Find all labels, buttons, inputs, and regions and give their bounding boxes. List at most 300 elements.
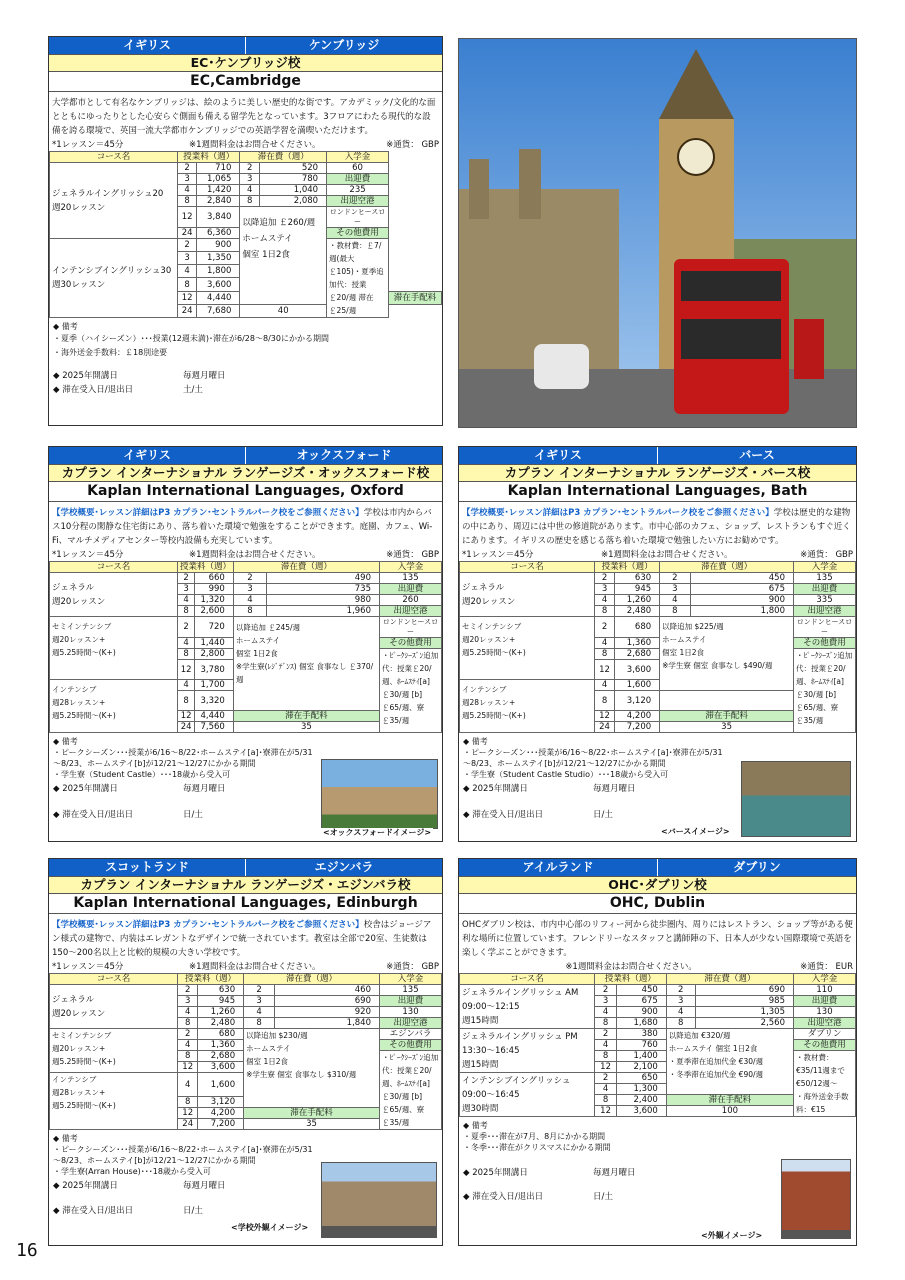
weeks: 12 (178, 660, 195, 680)
weeks: 8 (595, 691, 615, 711)
school-title-en: Kaplan International Languages, Oxford (49, 482, 442, 502)
th-tuition: 授業料（週） (595, 562, 660, 573)
stay-weeks: 3 (660, 584, 690, 595)
tuition: 990 (195, 584, 234, 595)
tuition: 630 (198, 985, 244, 996)
stay-weeks: 4 (233, 595, 266, 606)
tuition: 1,360 (615, 638, 660, 649)
course-name: セミインテンシブ 週20レッスン+ 週5.25時間～(K+) (460, 617, 595, 680)
weeks: 8 (178, 606, 195, 617)
city-label: オックスフォード (246, 447, 442, 464)
transfer-fee: 130 (794, 1007, 856, 1018)
lesson-note: *1レッスン＝45分 (52, 962, 124, 972)
airport-label: 出迎空港 (794, 606, 856, 617)
city-label: ケンブリッジ (246, 37, 442, 54)
stay-fee: 2,560 (695, 1018, 793, 1029)
weeks: 8 (178, 649, 195, 660)
stay-weeks: 3 (244, 996, 275, 1007)
currency-note: ※通貨： GBP (386, 140, 439, 150)
weeks: 12 (595, 1106, 617, 1117)
tuition: 7,560 (195, 722, 234, 733)
edinburgh-section (48, 858, 443, 1246)
desc-reference: 【学校概要･レッスン詳細はP3 カプラン･セントラルパーク校をご参照ください】 (52, 508, 364, 518)
other-fees: ・教材費：€35/11週まで €50/12週～ ・海外送金手数料：€15 (794, 1051, 856, 1117)
th-course: コース名 (460, 562, 595, 573)
stay-fee: 900 (690, 595, 793, 606)
stay-arrange-label: 滞在手配料 (233, 711, 379, 722)
tuition: 1,350 (197, 252, 240, 265)
tuition: 1,260 (615, 595, 660, 606)
tuition: 630 (615, 573, 660, 584)
weeks: 8 (178, 196, 197, 207)
course-name: セミインテンシブ 週20レッスン+ 週5.25時間～(K+) (50, 617, 178, 680)
start-value: 毎週月曜日 (593, 1168, 636, 1178)
image-caption: <オックスフォードイメージ> (323, 828, 432, 837)
weeks: 4 (595, 638, 615, 649)
weeks: 12 (178, 1062, 198, 1073)
stay-weeks: 2 (240, 163, 260, 174)
start-label: ◆ 2025年開講日 (53, 784, 118, 794)
desc-reference: 【学校概要･レッスン詳細はP3 カプラン･セントラルパーク校をご参照ください】 (52, 920, 364, 930)
weeks: 4 (178, 638, 195, 649)
stay-weeks: 3 (233, 584, 266, 595)
notes-block (49, 318, 442, 363)
tuition: 900 (197, 239, 240, 252)
inout-label: ◆ 滞在受入日/退出日 (463, 1192, 544, 1202)
notes-text: ・夏季（ハイシーズン）･･･授業(12週未満)･滞在が6/28～8/30にかかる期間 ・海外送金手数料：￡18別途要 (53, 334, 329, 357)
weeks: 8 (178, 1051, 198, 1062)
airport-label: 出迎空港 (794, 1018, 856, 1029)
entry-fee: 110 (794, 985, 856, 996)
weeks: 4 (178, 1040, 198, 1051)
tuition: 3,120 (198, 1097, 244, 1108)
tuition: 710 (197, 163, 240, 174)
desc-text: 学校は市内からバス10分程の閑静な住宅街にあり、落ち着いた環境で勉強をすることができます。庭園、カフェ、Wi-Fi、マルチメディアセンター等校内設備も充実しています。 (52, 508, 433, 546)
weeks: 8 (178, 691, 195, 711)
weeks: 8 (595, 649, 615, 660)
notes-heading: ◆ 備考 (53, 322, 78, 331)
tuition: 3,600 (615, 660, 660, 680)
weeks: 4 (178, 1007, 198, 1018)
tuition: 680 (615, 617, 660, 638)
tuition: 2,600 (195, 606, 234, 617)
entry-fee: 135 (380, 573, 442, 584)
inout-value: 日/土 (183, 1206, 203, 1216)
currency-note: ※通貨： GBP (800, 550, 853, 560)
tuition: 650 (617, 1073, 667, 1084)
weeks: 8 (178, 1018, 198, 1029)
weeks: 2 (595, 1029, 617, 1040)
stay-weeks: 4 (244, 1007, 275, 1018)
weeks: 24 (178, 228, 197, 239)
lesson-note: *1レッスン＝45分 (462, 550, 534, 560)
inout-value: 日/土 (593, 810, 613, 820)
tuition: 7,680 (197, 304, 240, 317)
start-label: ◆ 2025年開講日 (53, 371, 118, 381)
tuition: 3,320 (195, 691, 234, 711)
weeks: 4 (178, 185, 197, 196)
tuition: 7,200 (615, 722, 660, 733)
tuition: 2,840 (197, 196, 240, 207)
tuition: 4,200 (615, 711, 660, 722)
stay-weeks: 2 (666, 985, 695, 996)
tuition: 380 (617, 1029, 667, 1040)
stay-weeks: 4 (666, 1007, 695, 1018)
school-title-en: Kaplan International Languages, Edinburgh (49, 894, 442, 914)
weeks: 3 (595, 584, 615, 595)
london-photo (458, 38, 857, 428)
weeks: 2 (595, 1073, 617, 1084)
transfer-label: 出迎費 (380, 996, 442, 1007)
stay-arrange-fee: 35 (244, 1119, 380, 1130)
stay-fee: 450 (690, 573, 793, 584)
tuition: 1,440 (195, 638, 234, 649)
school-description: OHCダブリン校は、市内中心部のリフィー河から徒歩圏内、周りにはレストラン、ショップ等がある便利な場所に位置しています。フレンドリーなスタッフと講師陣の下、日本人が少ない国際環境で英語を楽しく学ぶことができます。 (462, 920, 853, 958)
tuition: 1,700 (195, 680, 234, 691)
other-fees: ・ﾋﾟｰｸｼｰｽﾞﾝ追加代：授業￡20/週、ﾎｰﾑｽﾃｲ[a]￡30/週 [b]￡65/週、寮￡35/週 (380, 649, 442, 733)
start-label: ◆ 2025年開講日 (53, 1181, 118, 1191)
city-label: ダブリン (658, 859, 856, 876)
notes-heading: ◆ 備考 (53, 1134, 78, 1143)
lesson-note: *1レッスン＝45分 (52, 550, 124, 560)
weeks: 3 (595, 996, 617, 1007)
school-title-jp: カプラン インターナショナル ランゲージズ・エジンバラ校 (49, 876, 442, 894)
tuition: 1,260 (198, 1007, 244, 1018)
entry-fee: 135 (794, 573, 856, 584)
weeks: 2 (178, 573, 195, 584)
stay-fee: 1,960 (267, 606, 380, 617)
notes-text: ・ピークシーズン･･･授業が6/16～8/22･ホームステイ[a]･寮滞在が5/31～8/23、ホームステイ[b]が12/21～12/27にかかる期間 ・学生寮(Arran House)･･･18歳から受入可 (53, 1145, 313, 1176)
stay-weeks: 8 (666, 1018, 695, 1029)
cambridge-section (48, 36, 443, 426)
weeks: 8 (595, 1018, 617, 1029)
weeks: 2 (178, 239, 197, 252)
weeks: 3 (178, 174, 197, 185)
stay-weeks: 8 (660, 606, 690, 617)
tuition: 1,360 (198, 1040, 244, 1051)
airport-name: ロンドンヒースロー (380, 617, 442, 638)
fee-table (459, 973, 856, 1117)
tuition: 1,300 (617, 1084, 667, 1095)
edinburgh-photo (321, 1162, 437, 1238)
fee-table (49, 151, 442, 318)
transfer-fee: 335 (794, 595, 856, 606)
stay-note: 以降追加 ￡260/週 ホームステイ 個室 1日2食 (240, 207, 327, 305)
tuition: 1,800 (197, 265, 240, 278)
fee-note: ※1週間料金はお問合せください。 (188, 962, 321, 972)
bath-section (458, 446, 857, 842)
th-entry: 入学金 (794, 974, 856, 985)
weeks: 12 (178, 711, 195, 722)
desc-text: 校舎はジョージアン様式の建物で、内装はエレガントなデザインで統一されています。教室は全部で20室、生徒数は150～200名以上と比較的規模の大きい学校です。 (52, 920, 432, 958)
start-value: 毎週月曜日 (183, 371, 226, 381)
page-number: 16 (16, 1240, 38, 1261)
tuition: 3,600 (198, 1062, 244, 1073)
fee-note: ※1週間料金はお問合せください。 (188, 550, 321, 560)
weeks: 8 (595, 1051, 617, 1062)
bath-photo (741, 761, 851, 837)
tuition: 4,200 (198, 1108, 244, 1119)
th-entry: 入学金 (380, 562, 442, 573)
course-name: インテンシブ 週28レッスン+ 週5.25時間～(K+) (50, 680, 178, 733)
tuition: 1,600 (615, 680, 660, 691)
course-name: ジェネラルイングリッシュ AM 09:00～12:15 週15時間 (460, 985, 595, 1029)
th-tuition: 授業料（週） (178, 152, 240, 163)
stay-fee: 920 (275, 1007, 380, 1018)
notes-block (459, 733, 734, 783)
start-label: ◆ 2025年開講日 (463, 784, 528, 794)
country-label: スコットランド (49, 859, 246, 876)
stay-arrange-fee: 40 (240, 304, 327, 317)
notes-block (49, 733, 324, 783)
tuition: 3,600 (197, 278, 240, 291)
tuition: 3,600 (617, 1106, 667, 1117)
th-tuition: 授業料（週） (595, 974, 667, 985)
airport-label: 出迎空港 (327, 196, 389, 207)
stay-weeks: 4 (240, 185, 260, 196)
weeks: 2 (595, 617, 615, 638)
weeks: 2 (178, 1029, 198, 1040)
notes-block (459, 1117, 759, 1156)
th-course: コース名 (50, 152, 178, 163)
dublin-section (458, 858, 857, 1246)
fee-table (49, 561, 442, 733)
weeks: 8 (595, 606, 615, 617)
other-label: その他費用 (380, 1040, 442, 1051)
weeks: 4 (595, 1040, 617, 1051)
desc-text: 学校は歴史的な建物の中にあり、周辺には中世の修道院があります。市中心部のカフェ、ショップ、レストランもすぐ近くにあります。イギリスの歴史を感じる落ち着いた環境で勉強したい方にお勧めです。 (462, 508, 851, 546)
airport-name: ロンドンヒースロー (327, 207, 389, 228)
country-label: アイルランド (459, 859, 658, 876)
stay-arrange-label: 滞在手配料 (244, 1108, 380, 1119)
weeks: 2 (595, 573, 615, 584)
stay-note: 以降追加 ￡245/週 ホームステイ 個室 1日2食 ※学生寮(ﾚｼﾞﾃﾞﾝｽ) 個室 食事なし ￡370/週 (233, 617, 379, 711)
tuition: 675 (617, 996, 667, 1007)
stay-weeks: 8 (233, 606, 266, 617)
other-label: その他費用 (380, 638, 442, 649)
school-description (459, 502, 856, 550)
tuition: 3,840 (197, 207, 240, 228)
country-label: イギリス (459, 447, 658, 464)
notes-block (49, 1130, 319, 1180)
weeks: 2 (178, 163, 197, 174)
weeks: 2 (178, 985, 198, 996)
start-label: ◆ 2025年開講日 (463, 1168, 528, 1178)
weeks: 2 (178, 617, 195, 638)
tuition: 3,120 (615, 691, 660, 711)
stay-weeks: 3 (666, 996, 695, 1007)
airport-name: ダブリン (794, 1029, 856, 1040)
stay-fee: 780 (260, 174, 327, 185)
th-tuition: 授業料（週） (178, 974, 244, 985)
course-name: ジェネラル 週20レッスン (460, 573, 595, 617)
stay-arrange-fee: 35 (660, 722, 794, 733)
oxford-photo (321, 759, 438, 829)
tuition: 4,440 (195, 711, 234, 722)
stay-fee: 520 (260, 163, 327, 174)
stay-weeks: 2 (233, 573, 266, 584)
tuition: 1,600 (198, 1073, 244, 1097)
tuition: 1,420 (197, 185, 240, 196)
weeks: 3 (178, 996, 198, 1007)
school-title-jp: EC･ケンブリッジ校 (49, 54, 442, 72)
school-title-en: Kaplan International Languages, Bath (459, 482, 856, 502)
weeks: 8 (595, 1095, 617, 1106)
weeks: 24 (595, 722, 615, 733)
start-value: 毎週月曜日 (183, 1181, 226, 1191)
school-description (49, 502, 442, 550)
tuition: 1,320 (195, 595, 234, 606)
stay-arrange-fee: 35 (233, 722, 379, 733)
fee-table (459, 561, 856, 733)
th-stay: 滞在費（週） (666, 974, 793, 985)
weeks: 3 (178, 252, 197, 265)
inout-value: 土/土 (183, 385, 203, 395)
inout-label: ◆ 滞在受入日/退出日 (53, 1206, 134, 1216)
currency-note: ※通貨： EUR (800, 962, 853, 972)
stay-weeks: 8 (244, 1018, 275, 1029)
th-stay: 滞在費（週） (660, 562, 794, 573)
city-label: エジンバラ (246, 859, 442, 876)
other-fees: ・ﾋﾟｰｸｼｰｽﾞﾝ追加代：授業￡20/週、ﾎｰﾑｽﾃｲ[a]￡30/週 [b]￡65/週、寮￡35/週 (794, 649, 856, 733)
weeks: 24 (178, 722, 195, 733)
dublin-photo (781, 1159, 851, 1239)
school-title-en: EC,Cambridge (49, 72, 442, 92)
school-title-jp: カプラン インターナショナル ランゲージズ・オックスフォード校 (49, 464, 442, 482)
school-description (49, 914, 442, 962)
weeks: 2 (595, 985, 617, 996)
weeks: 12 (595, 711, 615, 722)
stay-arrange-fee: 100 (666, 1106, 793, 1117)
th-stay: 滞在費（週） (240, 152, 327, 163)
inout-label: ◆ 滞在受入日/退出日 (53, 810, 134, 820)
desc-reference: 【学校概要･レッスン詳細はP3 カプラン･セントラルパーク校をご参照ください】 (462, 508, 774, 518)
stay-fee: 980 (267, 595, 380, 606)
tuition: 2,680 (198, 1051, 244, 1062)
tuition: 760 (617, 1040, 667, 1051)
stay-fee: 1,305 (695, 1007, 793, 1018)
tuition: 2,100 (617, 1062, 667, 1073)
stay-fee: 735 (267, 584, 380, 595)
tuition: 2,480 (615, 606, 660, 617)
transfer-label: 出迎費 (794, 584, 856, 595)
weeks: 12 (178, 291, 197, 304)
entry-fee: 135 (380, 985, 442, 996)
inout-value: 日/土 (183, 810, 203, 820)
stay-fee: 2,080 (260, 196, 327, 207)
course-name: インテンシブ 週28レッスン+ 週5.25時間～(K+) (50, 1073, 178, 1130)
country-label: イギリス (49, 37, 246, 54)
school-title-jp: カプラン インターナショナル ランゲージズ・バース校 (459, 464, 856, 482)
lesson-note: *1レッスン＝45分 (52, 140, 124, 150)
weeks: 4 (595, 680, 615, 691)
tuition: 7,200 (198, 1119, 244, 1130)
th-stay: 滞在費（週） (244, 974, 380, 985)
weeks: 3 (178, 584, 195, 595)
stay-fee: 490 (267, 573, 380, 584)
stay-fee: 1,840 (275, 1018, 380, 1029)
tuition: 6,360 (197, 228, 240, 239)
other-label: その他費用 (794, 638, 856, 649)
stay-fee: 1,040 (260, 185, 327, 196)
fee-note: ※1週間料金はお問合せください。 (565, 962, 697, 972)
th-course: コース名 (50, 974, 178, 985)
th-entry: 入学金 (794, 562, 856, 573)
notes-text: ・ピークシーズン･･･授業が6/16～8/22･ホームステイ[a]･寮滞在が5/31～8/23、ホームステイ[b]が12/21～12/27にかかる期間 ・学生寮（Student Castle）･･･18歳から受入可 (53, 748, 313, 779)
weeks: 4 (178, 680, 195, 691)
tuition: 2,400 (617, 1095, 667, 1106)
course-name: ジェネラルイングリッシュ20 週20レッスン (50, 163, 178, 239)
stay-weeks: 2 (244, 985, 275, 996)
course-name: インテンシブイングリッシュ30 週30レッスン (50, 239, 178, 318)
stay-arrange-label: 滞在手配料 (389, 291, 442, 304)
image-caption: <外観イメージ> (701, 1231, 763, 1240)
stay-note: 以降追加 €320/週 ホームステイ 個室 1日2食 ・夏季滞在追加代金 €30/週 ・冬季滞在追加代金 €90/週 (666, 1029, 793, 1095)
course-name: インテンシブ 週28レッスン+ 週5.25時間～(K+) (460, 680, 595, 733)
tuition: 1,680 (617, 1018, 667, 1029)
entry-fee: 60 (327, 163, 389, 174)
fee-note: ※1週間料金はお問合せください。 (600, 550, 733, 560)
other-fees: ・教材費：￡7/週(最大￡105)・夏季追加代：授業￡20/週 滞在￡25/週 (327, 239, 389, 318)
notes-heading: ◆ 備考 (463, 737, 488, 746)
school-description: 大学都市として有名なケンブリッジは、絵のように美しい歴史的な街です。アカデミック/文化的な面とともにゆったりとした心安らぐ側面も備える留学先となっています。3フロアにわたる現代的な設備を誇る環境で、英国一流大学都市ケンブリッジでの英語学習を満喫いただけます。 (52, 98, 436, 136)
transfer-label: 出迎費 (380, 584, 442, 595)
country-label: イギリス (49, 447, 246, 464)
currency-note: ※通貨： GBP (386, 550, 439, 560)
course-name: インテンシブイングリッシュ 09:00～16:45 週30時間 (460, 1073, 595, 1117)
weeks: 12 (178, 1108, 198, 1119)
tuition: 3,780 (195, 660, 234, 680)
th-entry: 入学金 (380, 974, 442, 985)
notes-text: ・ピークシーズン･･･授業が6/16～8/22･ホームステイ[a]･寮滞在が5/31～8/23、ホームステイ[b]が12/21～12/27にかかる期間 ・学生寮（Student Castle Studio）･･･18歳から受入可 (463, 748, 723, 779)
stay-weeks: 4 (660, 595, 690, 606)
transfer-fee: 130 (380, 1007, 442, 1018)
weeks: 4 (178, 1073, 198, 1097)
other-label: その他費用 (794, 1040, 856, 1051)
oxford-section (48, 446, 443, 842)
stay-fee: 675 (690, 584, 793, 595)
weeks: 4 (178, 595, 195, 606)
start-value: 毎週月曜日 (183, 784, 226, 794)
tuition: 720 (195, 617, 234, 638)
stay-note: 以降追加 $230/週 ホームステイ 個室 1日2食 ※学生寮 個室 食事なし $310/週 (244, 1029, 380, 1108)
stay-weeks: 3 (240, 174, 260, 185)
other-fees: ・ﾋﾟｰｸｼｰｽﾞﾝ追加代：授業￡20/週、ﾎｰﾑｽﾃｲ[a]￡30/週 [b]￡65/週、寮￡35/週 (380, 1051, 442, 1130)
tuition: 660 (195, 573, 234, 584)
notes-text: ・夏季･･･滞在が7月、8月にかかる期間 ・冬季･･･滞在がクリスマスにかかる期間 (463, 1132, 611, 1152)
stay-arrange-label: 滞在手配料 (660, 711, 794, 722)
course-name: ジェネラル 週20レッスン (50, 985, 178, 1029)
course-name: セミインテンシブ 週20レッスン+ 週5.25時間～(K+) (50, 1029, 178, 1073)
start-value: 毎週月曜日 (593, 784, 636, 794)
stay-fee: 460 (275, 985, 380, 996)
transfer-label: 出迎費 (327, 174, 389, 185)
school-title-en: OHC, Dublin (459, 894, 856, 914)
course-name: ジェネラル 週20レッスン (50, 573, 178, 617)
weeks: 4 (178, 265, 197, 278)
weeks: 24 (178, 1119, 198, 1130)
transfer-fee: 260 (380, 595, 442, 606)
weeks: 4 (595, 1007, 617, 1018)
transfer-fee: 235 (327, 185, 389, 196)
city-label: バース (658, 447, 856, 464)
weeks: 4 (595, 595, 615, 606)
airport-name: ロンドンヒースロー (794, 617, 856, 638)
stay-fee: 690 (275, 996, 380, 1007)
tuition: 900 (617, 1007, 667, 1018)
transfer-label: 出迎費 (794, 996, 856, 1007)
stay-weeks: 2 (660, 573, 690, 584)
